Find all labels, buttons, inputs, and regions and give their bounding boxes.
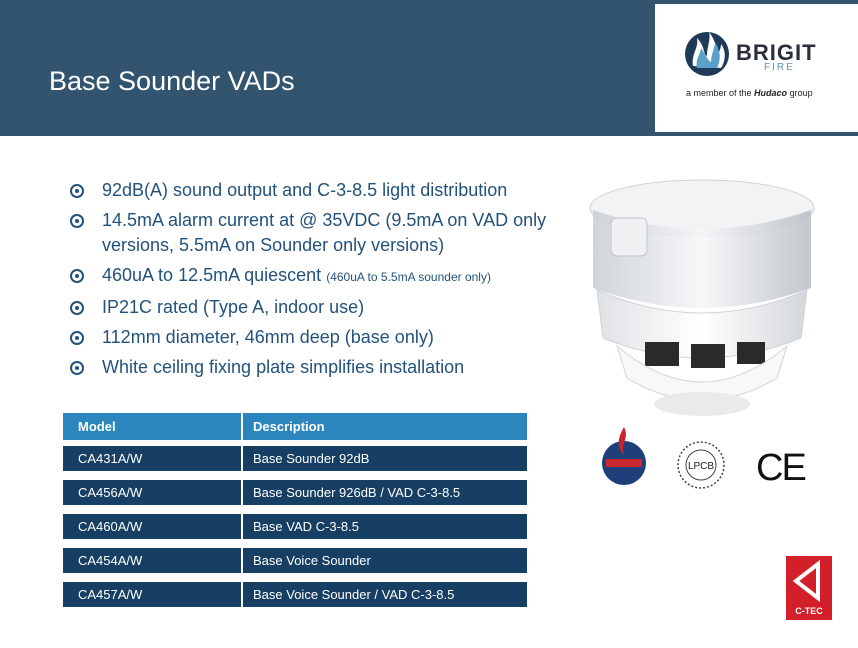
model-table	[63, 413, 527, 616]
bullet-icon	[70, 184, 84, 198]
description-cell: Base Voice Sounder / VAD C-3-8.5	[241, 582, 529, 607]
table-row	[63, 582, 527, 607]
header-description: Description	[241, 413, 529, 440]
feature-list	[70, 178, 570, 385]
bullet-icon	[70, 301, 84, 315]
description-cell: Base Sounder 92dB	[241, 446, 529, 471]
bullet-icon	[70, 331, 84, 345]
table-row	[63, 548, 527, 573]
logo-member-text: a member of the Hudaco group	[686, 88, 813, 98]
feature-item: 92dB(A) sound output and C-3-8.5 light distribution	[70, 178, 570, 203]
feature-item: IP21C rated (Type A, indoor use)	[70, 295, 570, 320]
table-header-row	[63, 413, 527, 440]
description-cell: Base VAD C-3-8.5	[241, 514, 529, 539]
logo-brand-text: BRIGIT	[736, 40, 817, 65]
flame-logo-icon	[681, 26, 741, 86]
brigit-logo	[655, 4, 858, 132]
model-cell: CA456A/W	[78, 485, 143, 500]
feature-item: White ceiling fixing plate simplifies installation	[70, 355, 570, 380]
logo-sub-text: FIRE	[764, 62, 795, 73]
sounder-product-image	[587, 178, 817, 418]
table-row	[63, 446, 527, 471]
page-title: Base Sounder VADs	[49, 66, 295, 96]
description-cell: Base Voice Sounder	[241, 548, 529, 573]
table-row	[63, 480, 527, 505]
model-cell: CA460A/W	[78, 519, 143, 534]
bullet-icon	[70, 269, 84, 283]
bullet-icon	[70, 361, 84, 375]
bullet-icon	[70, 214, 84, 228]
ctec-text: C-TEC	[795, 606, 823, 616]
feature-item: 14.5mA alarm current at @ 35VDC (9.5mA on VAD only versions, 5.5mA on Sounder only versions)	[70, 208, 570, 258]
description-cell: Base Sounder 926dB / VAD C-3-8.5	[241, 480, 529, 505]
feature-item: 112mm diameter, 46mm deep (base only)	[70, 325, 570, 350]
lpcb-badge-icon	[676, 440, 726, 490]
model-cell: CA457A/W	[78, 587, 143, 602]
ctec-triangle-icon	[786, 556, 832, 606]
model-cell: CA454A/W	[78, 553, 143, 568]
lpcb-text: LPCB	[687, 461, 715, 472]
feature-item: 460uA to 12.5mA quiescent (460uA to 5.5mA sounder only)	[70, 263, 570, 290]
proud-british-badge-icon	[600, 425, 648, 489]
header-model: Model	[78, 419, 116, 434]
ce-mark: CE	[756, 447, 805, 489]
table-row	[63, 514, 527, 539]
model-cell: CA431A/W	[78, 451, 143, 466]
